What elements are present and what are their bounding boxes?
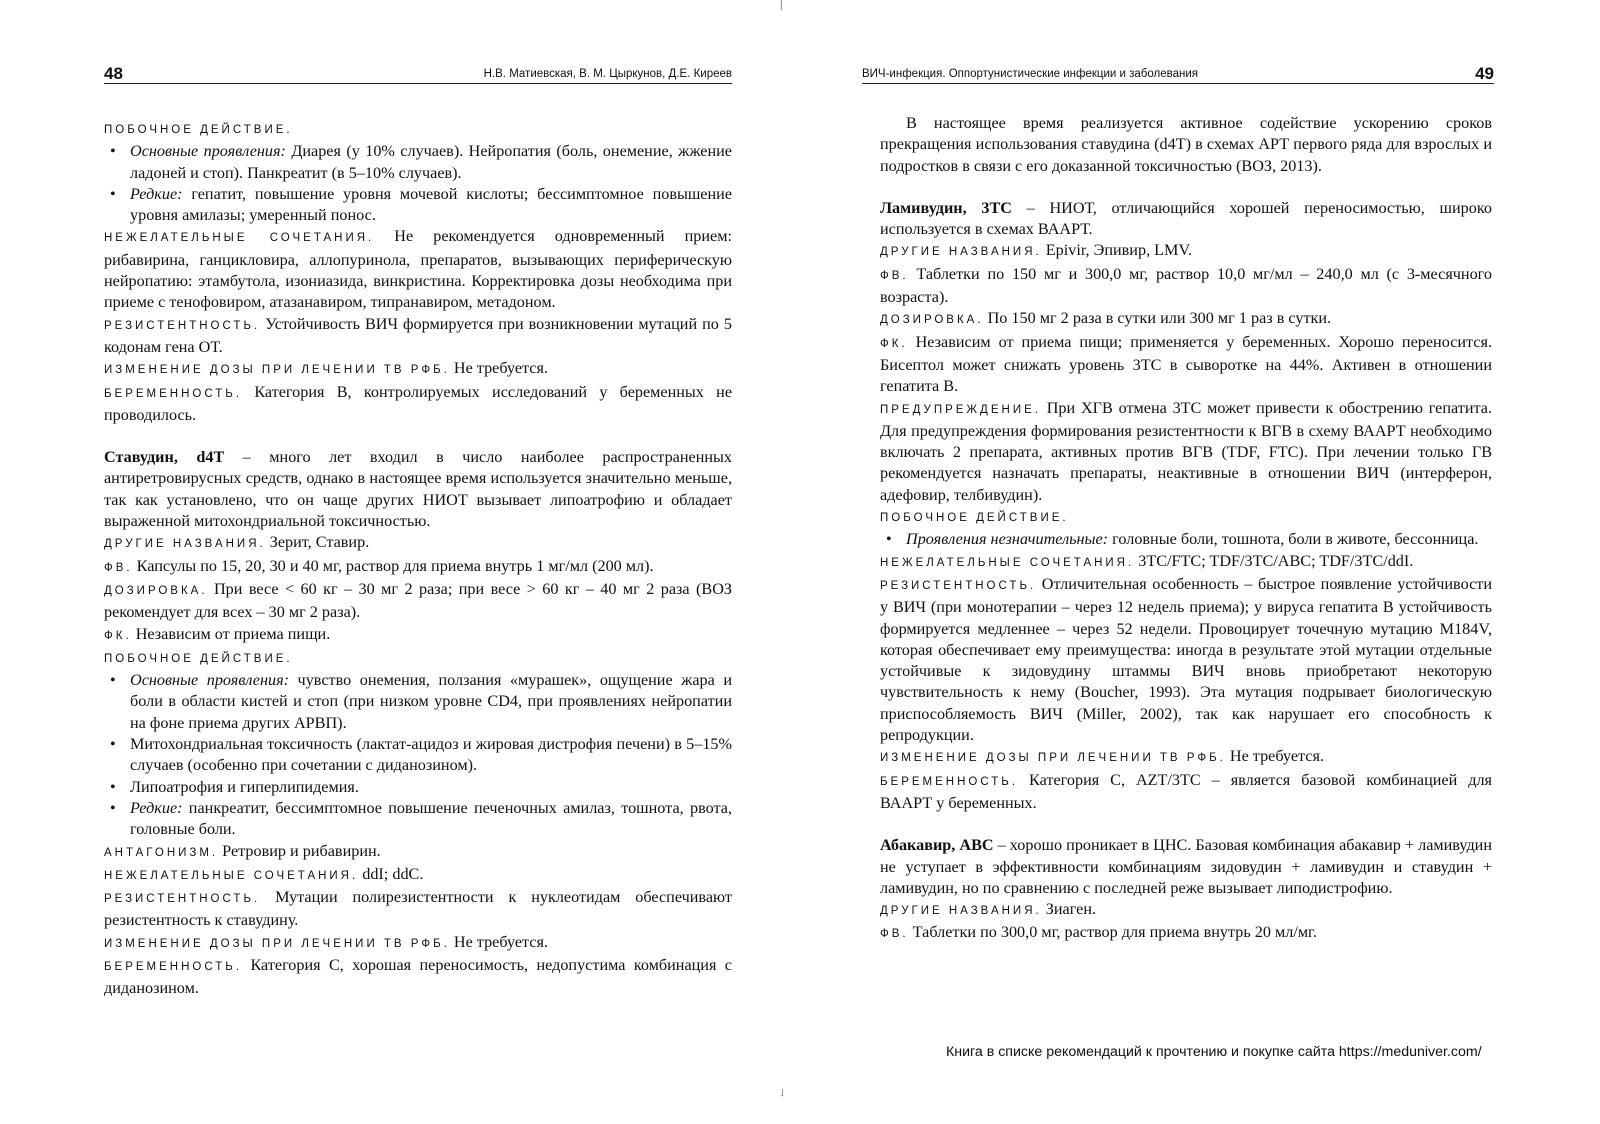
paragraph: РЕЗИСТЕНТНОСТЬ. Мутации полирезистентности к нуклеотидам обеспечивают резистентность к ставудину. (104, 888, 732, 930)
page-number: 49 (1475, 64, 1494, 83)
paragraph: ФК. Независим от приема пищи. (104, 624, 331, 643)
section-label: ПОБОЧНОЕ ДЕЙСТВИЕ. (104, 652, 293, 665)
list-item: • Липоатрофия и гиперлипидемия. (104, 777, 732, 798)
list-item: • Митохондриальная токсичность (лактат-ацидоз и жировая дистрофия печени) в 5–15% случаев (особенно при сочетании с диданозином). (104, 734, 732, 777)
running-header: Н.В. Матиевская, В. М. Цыркунов, Д.Е. Киреев (483, 68, 732, 80)
footer-note: Книга в списке рекомендаций к прочтению и покупке сайта https://meduniver.com/ (946, 1044, 1482, 1060)
drug-entry-stavudine: Ставудин, d4T – много лет входил в число наиболее распространенных антиретровирусных средств, однако в настоящее время используется значительно меньше, так как установлено, что он чаще других НИОТ вызывает липоатрофию и обладает выраженной митохондриальной токсичностью. (104, 448, 732, 531)
paragraph: ДРУГИЕ НАЗВАНИЯ. Зиаген. (880, 900, 1097, 919)
paragraph: ПРЕДУПРЕЖДЕНИЕ. При ХГВ отмена 3ТС может привести к обострению гепатита. Для предупреждения формирования резистентности к ВГВ в схему ВААРТ необходимо включать 2 препарата, активных против ВГВ (TDF, FTC). При лечении только ГВ рекомендуется назначать препараты, неактивные в отношении ВИЧ (интерферон, адефовир, телбивудин). (880, 398, 1492, 504)
paragraph: АНТАГОНИЗМ. Ретровир и рибавирин. (104, 841, 381, 860)
running-header: ВИЧ-инфекция. Оппортунистические инфекции и заболевания (862, 68, 1198, 80)
drug-name: Абакавир, ABC (880, 836, 994, 855)
paragraph: РЕЗИСТЕНТНОСТЬ. Отличительная особенность – быстрое появление устойчивости у ВИЧ (при монотерапии – через 12 недель приема); у вируса гепатита В устойчивость формируется медленнее – через 52 недели. Провоцирует точечную мутацию M184V, которая обеспечивает ему преимущества: иногда в результате этой мутации отдельные устойчивые к зидовудину штаммы ВИЧ вновь приобретают некоторую чувствительность к нему (Boucher, 1993). Эта мутация подрывает биологическую приспособляемость ВИЧ (Miller, 2002), так как нарушает его способность к репродукции. (880, 574, 1492, 745)
scan-mark-bottom: ˩ (780, 1088, 784, 1099)
header-rule (104, 83, 732, 84)
paragraph: ИЗМЕНЕНИЕ ДОЗЫ ПРИ ЛЕЧЕНИИ ТВ РФБ. Не требуется. (880, 747, 1324, 766)
paragraph: БЕРЕМЕННОСТЬ. Категория С, AZT/3TC – является базовой комбинацией для ВААРТ у беременных. (880, 770, 1492, 812)
paragraph: ИЗМЕНЕНИЕ ДОЗЫ ПРИ ЛЕЧЕНИИ ТВ РФБ. Не требуется. (104, 932, 548, 951)
paragraph: ФВ. Таблетки по 300,0 мг, раствор для приема внутрь 20 мл/мг. (880, 923, 1317, 942)
header-rule (862, 83, 1494, 84)
list-item: • Проявления незначительные: головные боли, тошнота, боли в животе, бессонница. (880, 529, 1492, 550)
paragraph: НЕЖЕЛАТЕЛЬНЫЕ СОЧЕТАНИЯ. ddI; ddC. (104, 864, 424, 883)
section-label: ПОБОЧНОЕ ДЕЙСТВИЕ. (880, 512, 1069, 525)
drug-entry-abacavir: Абакавир, ABC – хорошо проникает в ЦНС. Базовая комбинация абакавир + ламивудин не уступает в эффективности комбинациям зидовудин + ламивудин и ставудин + ламивудин, но по сравнению с последней реже вызывает липодистрофию. (880, 836, 1493, 897)
paragraph: БЕРЕМЕННОСТЬ. Категория С, хорошая переносимость, недопустима комбинация с диданозином. (104, 955, 732, 998)
page-body (880, 113, 1492, 946)
paragraph: В настоящее время реализуется активное содействие ускорению сроков прекращения использования ставудина (d4T) в схемах АРТ первого ряда для взрослых и подростков в связи с его доказанной токсичностью (ВОЗ, 2013). (880, 114, 1492, 175)
section-label: ПОБОЧНОЕ ДЕЙСТВИЕ. (104, 124, 293, 136)
paragraph: ДОЗИРОВКА. При весе < 60 кг – 30 мг 2 раза; при весе > 60 кг – 40 мг 2 раза (ВОЗ рекомендует для всех – 30 мг 2 раза). (104, 579, 732, 622)
paragraph: ФВ. Таблетки по 150 мг и 300,0 мг, раствор 10,0 мг/мл – 240,0 мл (с 3-месячного возраста). (880, 264, 1492, 307)
paragraph: НЕЖЕЛАТЕЛЬНЫЕ СОЧЕТАНИЯ. Не рекомендуется одновременный прием: рибавирина, ганцикловира, аллопуринола, препаратов, вызывающих периферическую нейропатию: этамбутола, изониазида, винкристина. Корректировка дозы необходима при приеме с тенофовиром, атазанавиром, типранавиром, метадоном. (104, 227, 732, 312)
drug-entry-lamivudine: Ламивудин, 3TC – НИОТ, отличающийся хорошей переносимостью, широко используется в схемах ВААРТ. (880, 198, 1492, 239)
list-item: • Основные проявления: Диарея (у 10% случаев). Нейропатия (боль, онемение, жжение ладоней и стоп). Панкреатит (в 5–10% случаев). (104, 141, 732, 184)
paragraph: ДРУГИЕ НАЗВАНИЯ. Зерит, Ставир. (104, 533, 370, 552)
paragraph: ФК. Независим от приема пищи; применяется у беременных. Хорошо переносится. Бисептол может снижать уровень 3ТС в сыворотке на 44%. Активен в отношении гепатита В. (880, 332, 1492, 396)
list-item: • Редкие: гепатит, повышение уровня мочевой кислоты; бессимптомное повышение уровня амилазы; умеренный понос. (104, 184, 732, 227)
paragraph: ФВ. Капсулы по 15, 20, 30 и 40 мг, раствор для приема внутрь 1 мг/мл (200 мл). (104, 556, 654, 575)
drug-name: Ставудин, d4T (104, 448, 225, 467)
list-item: • Редкие: панкреатит, бессимптомное повышение печеночных амилаз, тошнота, рвота, головные боли. (104, 798, 732, 841)
paragraph: ДРУГИЕ НАЗВАНИЯ. Epivir, Эпивир, LMV. (880, 241, 1193, 260)
paragraph: БЕРЕМЕННОСТЬ. Категория В, контролируемых исследований у беременных не проводилось. (104, 382, 732, 424)
scan-mark-top: | (780, 0, 783, 11)
paragraph: НЕЖЕЛАТЕЛЬНЫЕ СОЧЕТАНИЯ. 3TC/FTC; TDF/3TC/ABC; TDF/3TC/ddI. (880, 551, 1414, 570)
paragraph: ИЗМЕНЕНИЕ ДОЗЫ ПРИ ЛЕЧЕНИИ ТВ РФБ. Не требуется. (104, 359, 548, 378)
drug-name: Ламивудин, 3TC (880, 198, 1012, 217)
paragraph: ДОЗИРОВКА. По 150 мг 2 раза в сутки или 300 мг 1 раз в сутки. (880, 309, 1332, 328)
list-item: • Основные проявления: чувство онемения, ползания «мурашек», ощущение жара и боли в области кистей и стоп (при низком уровне CD4, при проявлениях нейропатии на фоне приема других АРВП). (104, 670, 732, 734)
paragraph: РЕЗИСТЕНТНОСТЬ. Устойчивость ВИЧ формируется при возникновении мутаций по 5 кодонам гена ОТ. (104, 314, 732, 356)
page-body (104, 118, 732, 1000)
page-number: 48 (104, 64, 123, 83)
